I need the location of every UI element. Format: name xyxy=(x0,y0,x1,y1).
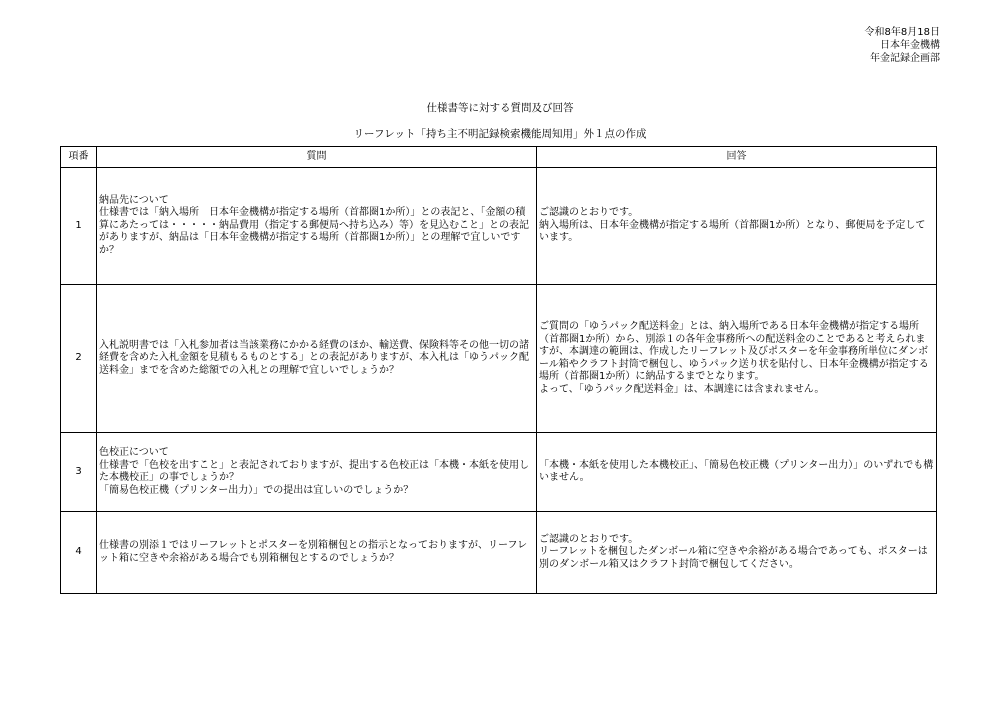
document-subtitle: リーフレット「持ち主不明記録検索機能周知用」外１点の作成 xyxy=(353,128,647,140)
item-number: 4 xyxy=(61,512,97,594)
table-row xyxy=(61,285,937,433)
item-number: 3 xyxy=(61,433,97,512)
document-title: 仕様書等に対する質問及び回答 xyxy=(426,102,574,114)
document-date: 令和8年8月18日 xyxy=(864,27,940,38)
document-header xyxy=(865,26,940,65)
answer-cell: ご質問の「ゆうパック配送料金」とは、納入場所である日本年金機構が指定する場所（首都圏1か所）から、別添１の各年金事務所への配送料金のことであると考えられますが、本調達の範囲は、作成したリーフレット及びポスターを年金事務所単位にダンボール箱やクラフト封筒で梱包し、ゆうパック送り状を貼付し、日本年金機構が指定する場所（首都圏1か所）に納品するまでとなります。 よって、「ゆうパック配送料金」は、本調達には含まれません。 xyxy=(537,285,937,433)
table-row xyxy=(61,512,937,594)
qa-table xyxy=(60,146,937,594)
header-answer: 回答 xyxy=(537,147,937,168)
answer-cell: ご認識のとおりです。 リーフレットを梱包したダンボール箱に空きや余裕がある場合であっても、ポスターは別のダンボール箱又はクラフト封筒で梱包してください。 xyxy=(537,512,937,594)
department-name: 年金記録企画部 xyxy=(870,53,940,64)
question-cell: 入札説明書では「入札参加者は当該業務にかかる経費のほか、輸送費、保険料等その他一切の諸経費を含めた入札金額を見積もるものとする」との表記がありますが、本入札は「ゆうパック配送料金」までを含めた総額での入札との理解で宜しいでしょうか？ xyxy=(97,285,537,433)
question-cell: 仕様書の別添１ではリーフレットとポスターを別箱梱包との指示となっておりますが、リーフレット箱に空きや余裕がある場合でも別箱梱包とするのでしょうか？ xyxy=(97,512,537,594)
item-number: 1 xyxy=(61,168,97,285)
table-row xyxy=(61,433,937,512)
question-cell: 納品先について 仕様書では「納入場所 日本年金機構が指定する場所（首都圏1か所）」との表記と、「金額の積算にあたっては・・・・・納品費用（指定する郵便局へ持ち込み）等）を見込むこと」との表記がありますが、納品は「日本年金機構が指定する場所（首都圏1か所）」との理解で宜しいですか？ xyxy=(97,168,537,285)
header-question: 質問 xyxy=(97,147,537,168)
table-header-row xyxy=(61,147,937,168)
header-item-number: 項番 xyxy=(61,147,97,168)
organization-name: 日本年金機構 xyxy=(880,40,940,51)
answer-cell: 「本機・本紙を使用した本機校正」、「簡易色校正機（プリンター出力）」のいずれでも構いません。 xyxy=(537,433,937,512)
answer-cell: ご認識のとおりです。 納入場所は、日本年金機構が指定する場所（首都圏1か所）となり、郵便局を予定しています。 xyxy=(537,168,937,285)
item-number: 2 xyxy=(61,285,97,433)
table-row xyxy=(61,168,937,285)
question-cell: 色校正について 仕様書で「色校を出すこと」と表記されておりますが、提出する色校正は「本機・本紙を使用した本機校正」の事でしょうか？ 「簡易色校正機（プリンター出力）」での提出は宜しいのでしょうか？ xyxy=(97,433,537,512)
